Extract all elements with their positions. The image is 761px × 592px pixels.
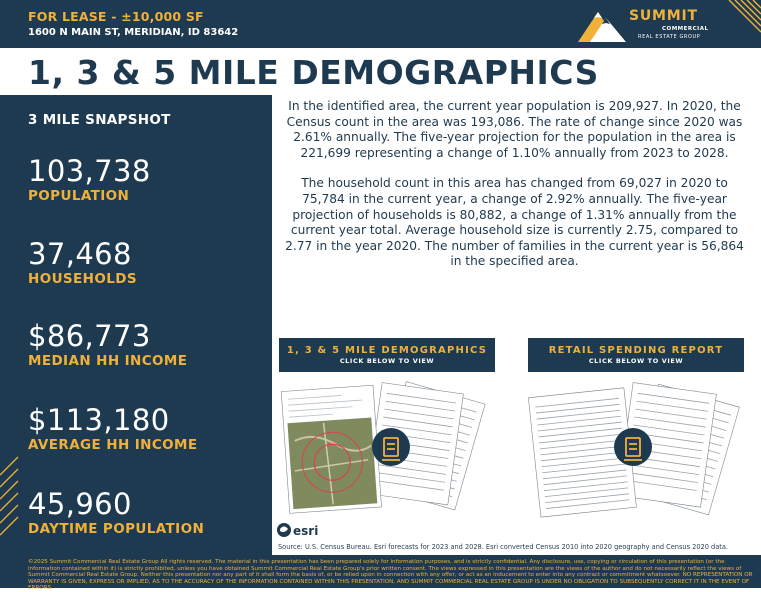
demographics-summary [278, 99, 751, 270]
mountain-logo-icon [576, 4, 628, 44]
summit-logo[interactable] [576, 2, 726, 46]
legal-disclaimer: ©2025 Summit Commercial Real Estate Group All rights reserved. The material in this presentation has been prepared solely for information purposes, and is strictly confidential. Any disclosure, use, copying or circulation of this presentation (or the information contained within it) is strictly prohibited, unless you have obtained Summit Commercial Real Estate Group's prior written consent. The views expressed in this presentation are the views of the author and do not necessarily reflect the views of Summit Commercial Real Estate Group. Neither this presentation nor any part of it shall form the basis of, or be relied upon in connection with any offer, or act as an inducement to enter into any contract or commitment whatsoever. NO REPRESENTATION OR WARRANTY IS GIVEN, EXPRESS OR IMPLIED, AS TO THE ACCURACY OF THE INFORMATION CONTAINED WITHIN THIS PRESENTATION, AND SUMMIT COMMERCIAL REAL ESTATE GROUP IS UNDER NO OBLIGATION TO SUBSEQUENTLY CORRECT IT IN THE EVENT OF ERRORS. [0, 555, 761, 588]
snapshot-panel [0, 95, 272, 555]
logo-name: SUMMIT [629, 8, 698, 24]
stat-label: DAYTIME POPULATION [28, 521, 205, 537]
household-paragraph: The household count in this area has changed from 69,027 in 2020 to 75,784 in the current year, a change of 2.92% annually. The five-year projection of households is 80,882, a change of 1.31% annually from the current year total. Average household size is currently 2.75, compared to 2.77 in the year 2020. The number of families in the current year is 56,864 in the specified area. [285, 176, 744, 269]
lease-title: FOR LEASE - ±10,000 SF [28, 9, 204, 24]
stat-value: $86,773 [28, 319, 151, 353]
stat-value: 37,468 [28, 237, 132, 271]
esri-label: esri [293, 524, 319, 538]
stat-average-hh-income [28, 404, 198, 453]
retail-spending-report-button[interactable] [528, 338, 744, 372]
stat-median-hh-income [28, 320, 187, 369]
snapshot-title: 3 MILE SNAPSHOT [28, 112, 171, 128]
stat-label: POPULATION [28, 188, 130, 204]
logo-tagline-1: COMMERCIAL [662, 26, 709, 32]
report-title: 1, 3 & 5 MILE DEMOGRAPHICS [286, 345, 488, 356]
stat-households [28, 238, 137, 287]
property-address: 1600 N MAIN ST, MERIDIAN, ID 83642 [28, 27, 239, 38]
demographics-report-thumbnail[interactable] [276, 378, 496, 536]
esri-logo-icon [276, 520, 322, 540]
report-title: RETAIL SPENDING REPORT [548, 345, 724, 356]
stat-label: HOUSEHOLDS [28, 271, 137, 287]
stat-population [28, 155, 151, 204]
demographics-report-button[interactable] [279, 338, 495, 372]
retail-spending-report-thumbnail[interactable] [527, 378, 747, 536]
population-paragraph: In the identified area, the current year population is 209,927. In 2020, the Census count in the area was 193,086. The rate of change since 2020 was 2.61% annually. The five-year projection for the population in the area is 221,699 representing a change of 1.10% annually from 2023 to 2028. [286, 99, 743, 160]
stat-value: 103,738 [28, 154, 151, 188]
header-bar [0, 0, 761, 48]
logo-tagline-2: REAL ESTATE GROUP [638, 34, 701, 40]
data-source-note: Source: U.S. Census Bureau. Esri forecasts for 2023 and 2028. Esri converted Census 2010 into 2020 geography and Census 2020 data. [278, 543, 728, 551]
stat-label: MEDIAN HH INCOME [28, 353, 188, 369]
report-subtitle: CLICK BELOW TO VIEW [339, 357, 435, 365]
stat-value: $113,180 [28, 403, 170, 437]
stat-label: AVERAGE HH INCOME [28, 437, 198, 453]
decorative-stripes [721, 0, 761, 48]
stat-daytime-population [28, 488, 204, 537]
decorative-stripes [0, 435, 18, 555]
report-subtitle: CLICK BELOW TO VIEW [588, 357, 684, 365]
page-title: 1, 3 & 5 MILE DEMOGRAPHICS [28, 53, 599, 92]
stat-value: 45,960 [28, 487, 132, 521]
